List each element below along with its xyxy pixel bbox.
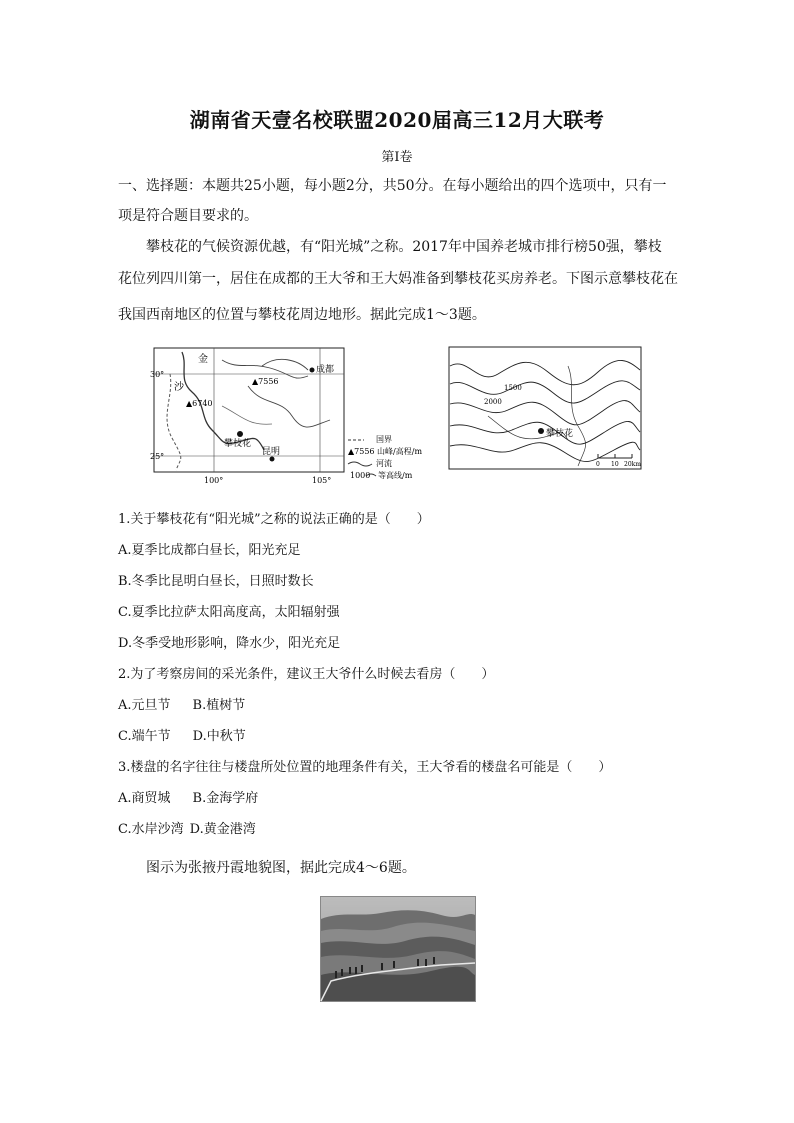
- q2-option-c: C.端午节: [118, 729, 171, 744]
- chengdu-label: 成都: [316, 365, 335, 375]
- question-3: 3.楼盘的名字往往与楼盘所处位置的地理条件有关，王大爷看的楼盘名可能是（ ）: [118, 760, 612, 775]
- contour-1500-label: 1500: [504, 384, 522, 392]
- contour-2000-label: 2000: [484, 398, 502, 406]
- passage-line-3: 我国西南地区的位置与攀枝花周边地形。据此完成1～3题。: [118, 307, 486, 323]
- chengdu-dot: [310, 368, 315, 373]
- scale-10: 10: [611, 461, 619, 468]
- section-intro-line-1: 一、选择题：本题共25小题，每小题2分，共50分。在每小题给出的四个选项中，只有一: [118, 178, 667, 194]
- q2-options-row-1: [118, 696, 678, 716]
- passage-line-2: 花位列四川第一，居住在成都的王大爷和王大妈准备到攀枝花买房养老。下图示意攀枝花在: [118, 271, 678, 287]
- peak-7556-label: ▲7556: [252, 377, 279, 386]
- q3-option-c: C.水岸沙湾: [118, 822, 184, 837]
- q1-option-d: D.冬季受地形影响，降水少，阳光充足: [118, 636, 341, 651]
- q1-option-c: C.夏季比拉萨太阳高度高，太阳辐射强: [118, 605, 340, 620]
- scale-20: 20km: [624, 461, 641, 468]
- panzhihua-label: 攀枝花: [224, 439, 252, 449]
- q3-option-d: D.黄金港湾: [189, 822, 256, 837]
- terrain-map: [448, 346, 642, 470]
- lat-30-label: 30°: [150, 370, 165, 379]
- panzhihua-dot: [237, 431, 243, 437]
- passage-4: 图示为张掖丹霞地貌图，据此完成4～6题。: [146, 860, 416, 876]
- q3-options-row-1: [118, 789, 678, 809]
- q2-option-b: B.植树节: [192, 698, 246, 713]
- location-map: [150, 346, 423, 490]
- lat-25-label: 25°: [150, 452, 165, 461]
- passage-line-1: 攀枝花的气候资源优越，有“阳光城”之称。2017年中国养老城市排行榜50强，攀枝: [146, 239, 662, 255]
- q3-options-row-2: [118, 820, 678, 840]
- legend-contour: 等高线/m: [378, 471, 413, 480]
- q2-options-row-2: [118, 727, 678, 747]
- lon-105-label: 105°: [312, 476, 332, 485]
- legend-contour-value: 1000: [350, 471, 371, 480]
- danxia-landform-photo: [320, 896, 476, 1002]
- legend-border: 国界: [376, 435, 392, 444]
- kunming-dot: [270, 457, 275, 462]
- question-2: 2.为了考察房间的采光条件，建议王大爷什么时候去看房（ ）: [118, 667, 495, 682]
- q1-option-b: B.冬季比昆明白昼长，日照时数长: [118, 574, 314, 589]
- kunming-label: 昆明: [262, 447, 281, 457]
- legend-river: 河流: [376, 459, 392, 468]
- q3-option-b: B.金海学府: [192, 791, 259, 806]
- peak-6740-label: ▲6740: [186, 399, 213, 408]
- q2-option-a: A.元旦节: [118, 698, 171, 713]
- q3-option-a: A.商贸城: [118, 791, 171, 806]
- legend-peak: ▲7556 山峰/高程/m: [348, 447, 423, 456]
- section-intro-line-2: 项是符合题目要求的。: [118, 208, 258, 224]
- lon-100-label: 100°: [204, 476, 224, 485]
- q2-option-d: D.中秋节: [192, 729, 246, 744]
- question-1: 1.关于攀枝花有“阳光城”之称的说法正确的是（ ）: [118, 512, 430, 527]
- terrain-panzhihua-dot: [538, 428, 544, 434]
- q1-option-a: A.夏季比成都白昼长，阳光充足: [118, 543, 301, 558]
- scale-0: 0: [596, 461, 600, 468]
- doc-subtitle: 第I卷: [381, 150, 413, 165]
- river-jin-label: 金: [198, 354, 208, 365]
- river-sha-label: 沙: [174, 382, 184, 393]
- doc-title: 湖南省天壹名校联盟2020届高三12月大联考: [189, 108, 605, 132]
- terrain-panzhihua-label: 攀枝花: [546, 429, 574, 439]
